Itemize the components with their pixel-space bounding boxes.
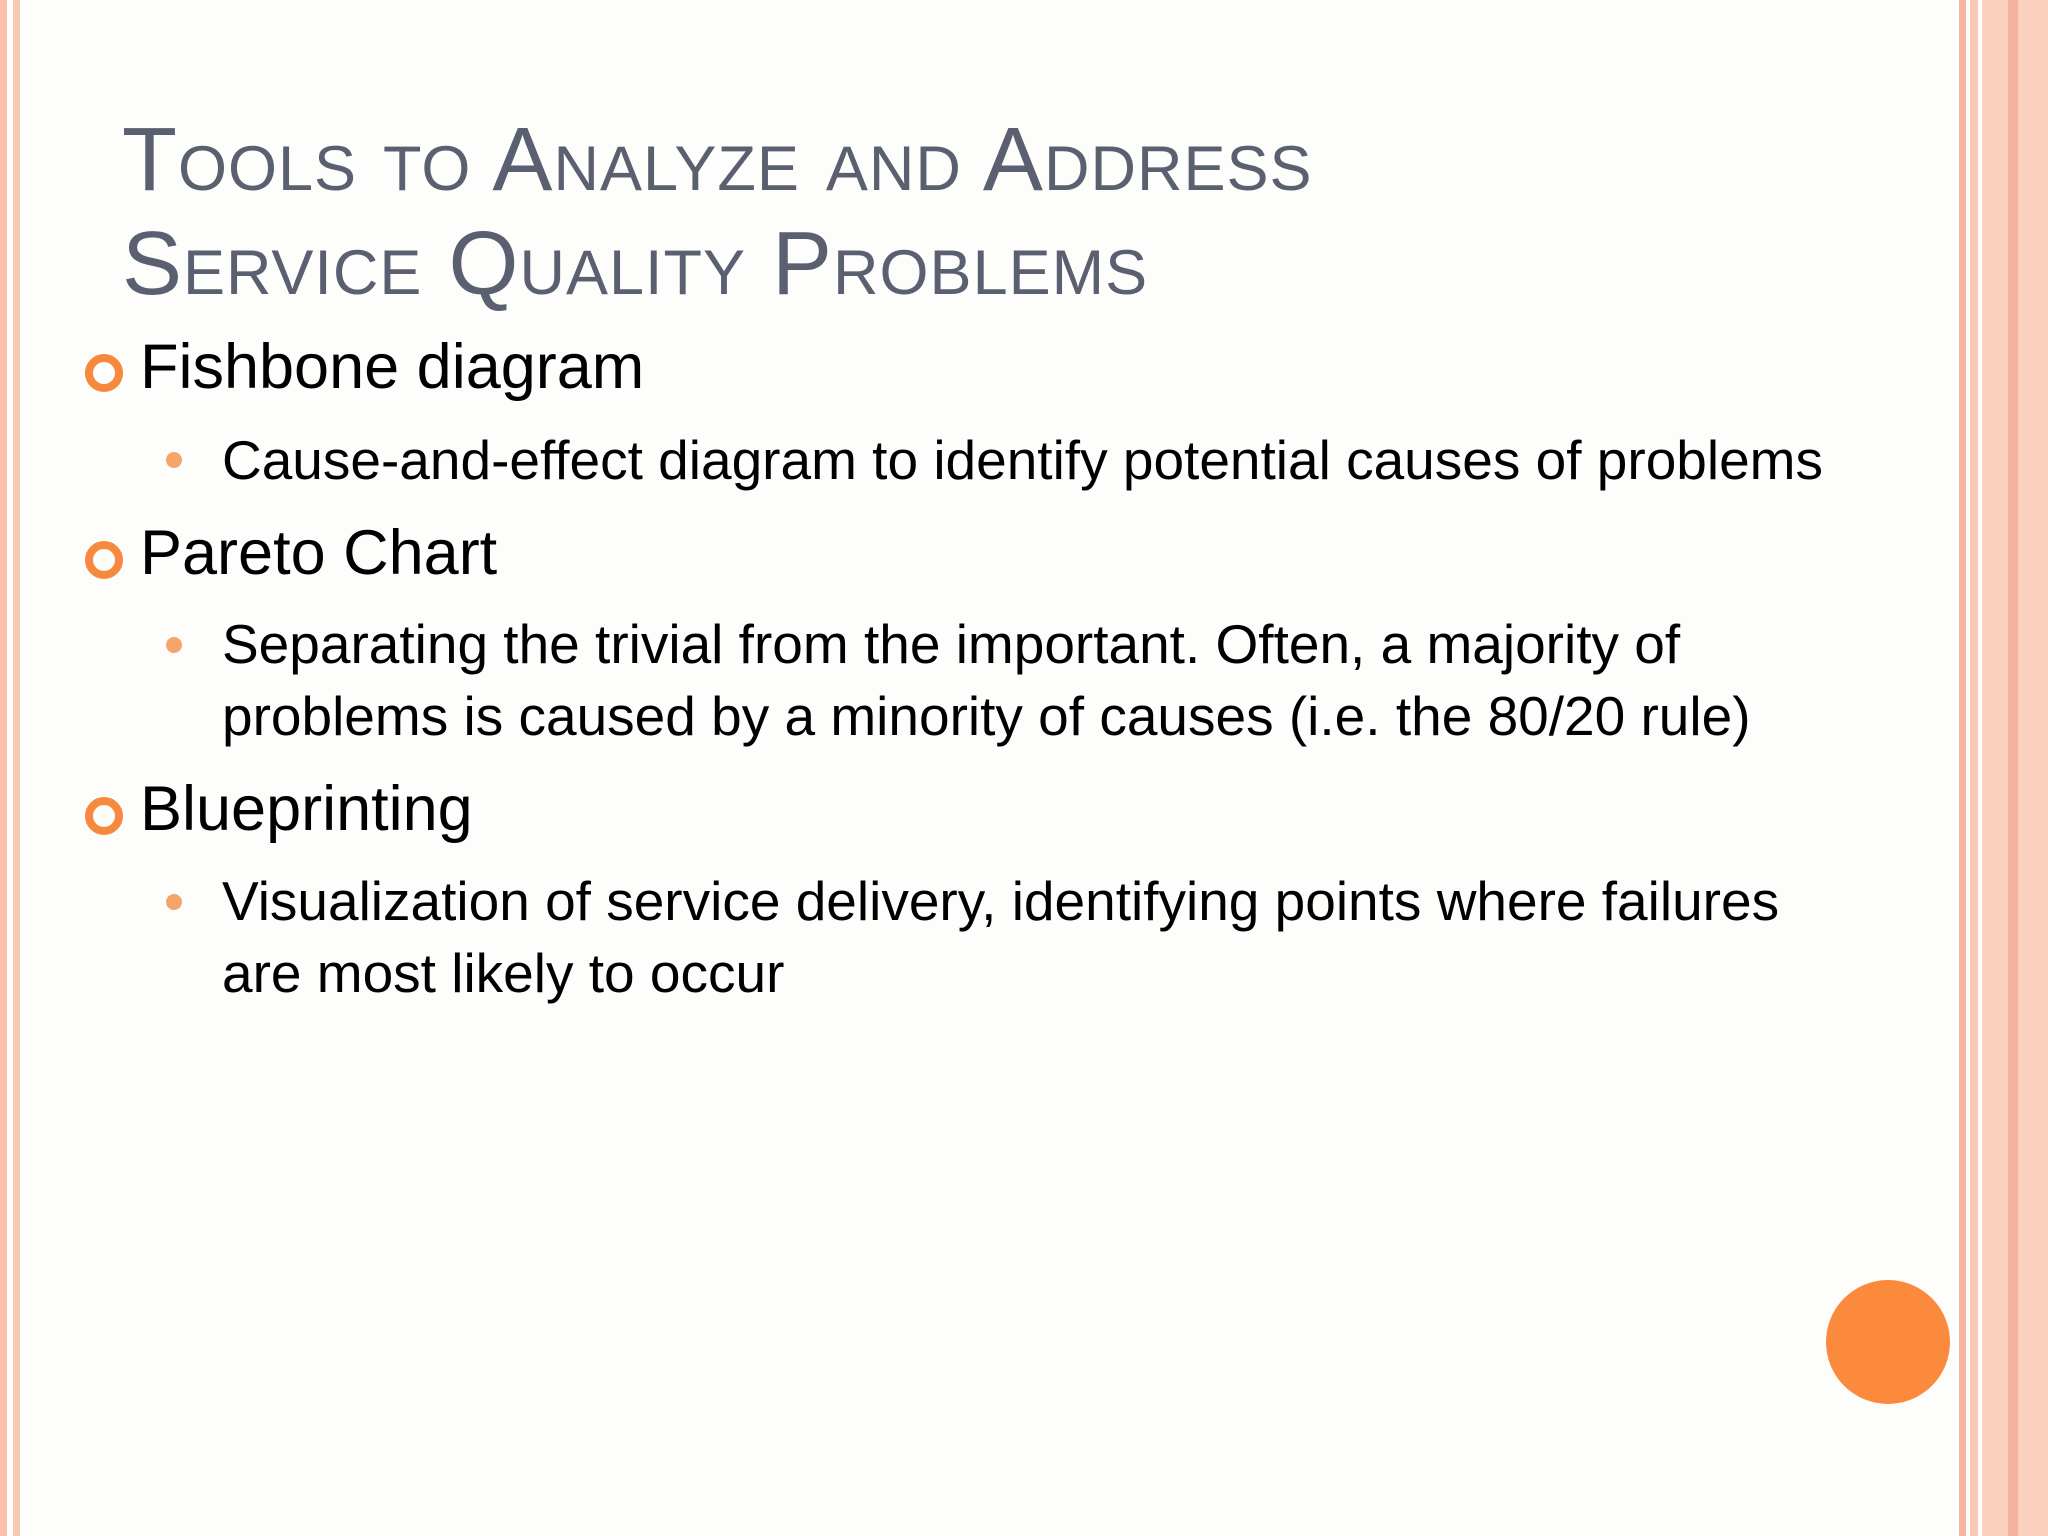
orange-dot-icon <box>166 637 182 653</box>
bullet-detail-line: are most likely to occur <box>222 942 785 1004</box>
bullet-heading-blueprinting: Blueprinting <box>140 774 473 844</box>
bullet-heading-fishbone: Fishbone diagram <box>140 332 645 402</box>
right-border-stripe <box>1959 0 1966 1536</box>
bullet-detail-fishbone <box>222 424 1823 496</box>
orange-circle-icon <box>1826 1280 1950 1404</box>
left-border-stripe <box>13 0 20 1536</box>
slide-title-line-2: Service Quality Problems <box>122 214 1149 314</box>
bullet-detail-line: Separating the trivial from the important. Often, a majority of <box>222 613 1681 675</box>
left-border-stripe <box>0 0 7 1536</box>
bullet-detail-pareto <box>222 608 1751 752</box>
orange-ring-icon <box>85 541 123 579</box>
orange-ring-icon <box>85 354 123 392</box>
right-border-stripe <box>1970 0 1978 1536</box>
orange-dot-icon <box>166 894 182 910</box>
bullet-detail-line: Cause-and-effect diagram to identify potential causes of problems <box>222 429 1823 491</box>
bullet-detail-line: problems is caused by a minority of causes (i.e. the 80/20 rule) <box>222 685 1751 747</box>
right-border-stripe <box>2008 0 2018 1536</box>
bullet-heading-pareto: Pareto Chart <box>140 518 498 588</box>
bullet-detail-blueprinting <box>222 865 1779 1009</box>
slide-title <box>122 108 1313 316</box>
slide-title-line-1: Tools to Analyze and Address <box>122 110 1313 210</box>
orange-ring-icon <box>85 797 123 835</box>
orange-dot-icon <box>166 452 182 468</box>
bullet-detail-line: Visualization of service delivery, identifying points where failures <box>222 870 1780 932</box>
